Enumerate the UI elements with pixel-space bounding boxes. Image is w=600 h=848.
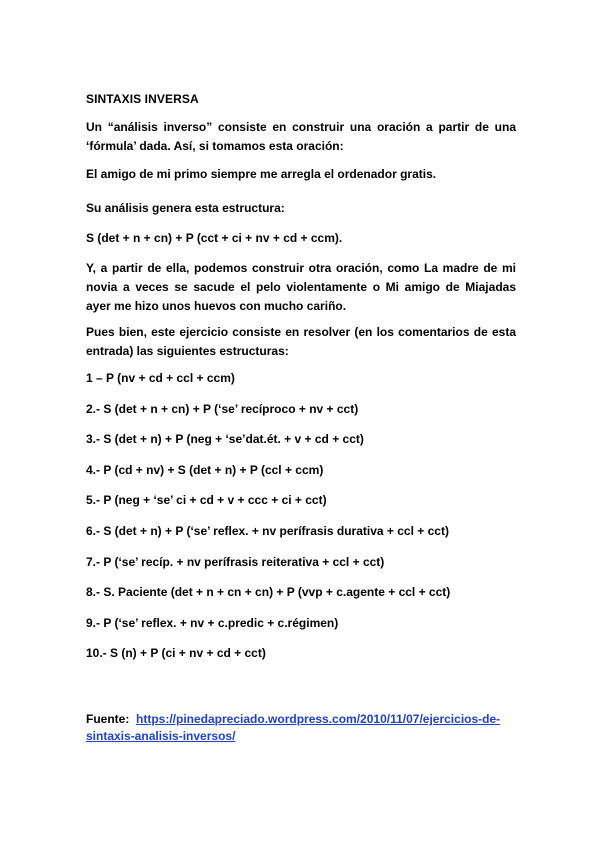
exercise-item: 4.- P (cd + nv) + S (det + n) + P (ccl + ccm) <box>86 462 324 477</box>
exercise-item: 1 – P (nv + cd + ccl + ccm) <box>86 371 235 385</box>
analysis-intro: Su análisis genera esta estructura: <box>86 201 285 215</box>
exercise-item: 7.- P (‘se’ recíp. + nv perífrasis reiterativa + ccl + cct) <box>86 554 385 569</box>
exercise-item: 10.- S (n) + P (ci + nv + cd + cct) <box>86 646 266 661</box>
exercise-item: 3.- S (det + n) + P (neg + ‘se’dat.ét. + v + cd + cct) <box>86 432 364 447</box>
source-label: Fuente: <box>86 712 130 726</box>
exercise-list <box>86 371 516 677</box>
analysis-formula: S (det + n + cn) + P (cct + ci + nv + cd + ccm). <box>86 231 343 245</box>
example-sentence: El amigo de mi primo siempre me arregla el ordenador gratis. <box>86 167 437 181</box>
exercise-item: 6.- S (det + n) + P (‘se’ reflex. + nv perífrasis durativa + ccl + cct) <box>86 523 449 538</box>
exercise-item: 9.- P (‘se’ reflex. + nv + c.predic + c.régimen) <box>86 615 339 630</box>
exercise-item: 5.- P (neg + ‘se’ ci + cd + v + ccc + ci + cct) <box>86 493 327 508</box>
page-title: SINTAXIS INVERSA <box>86 92 199 106</box>
exercise-item: 2.- S (det + n + cn) + P (‘se’ recíproco + nv + cct) <box>86 401 359 416</box>
exercise-intro: Pues bien, este ejercicio consiste en resolver (en los comentarios de esta entrada) las siguientes estructuras: <box>86 325 516 358</box>
source-line <box>86 711 526 745</box>
intro-paragraph: Un “análisis inverso” consiste en construir una oración a partir de una ‘fórmula’ dada. Así, si tomamos esta oración: <box>86 120 516 153</box>
exercise-item: 8.- S. Paciente (det + n + cn + cn) + P (vvp + c.agente + ccl + cct) <box>86 585 451 600</box>
derived-paragraph: Y, a partir de ella, podemos construir otra oración, como La madre de mi novia a veces se sacude el pelo violentamente o Mi amigo de Miajadas ayer me hizo unos huevos con mucho cariño. <box>86 261 516 313</box>
source-link[interactable]: https://pinedapreciado.wordpress.com/2010/11/07/ejercicios-de-sintaxis-analisis-inversos/ <box>86 712 501 743</box>
